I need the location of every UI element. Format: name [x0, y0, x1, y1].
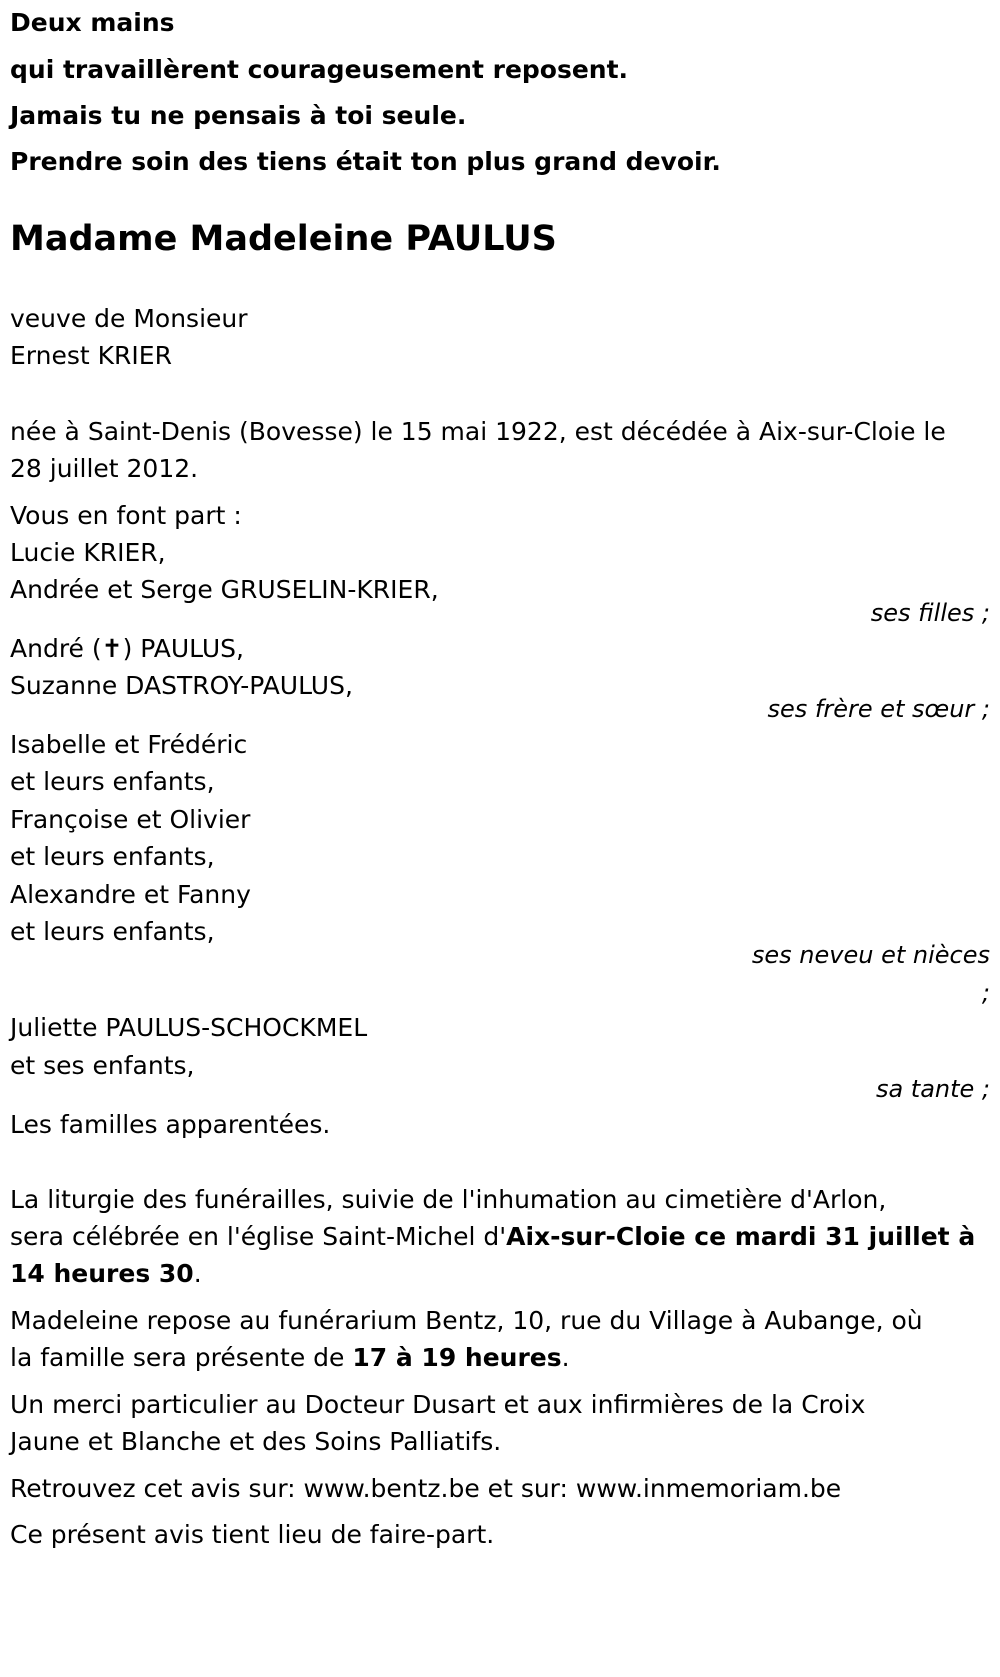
- thanks-line: Jaune et Blanche et des Soins Palliatifs.: [10, 1427, 502, 1456]
- spouse-line: Ernest KRIER: [10, 341, 172, 370]
- family-name: Françoise et Olivier: [10, 805, 251, 834]
- birth-death-line: 28 juillet 2012.: [10, 454, 199, 483]
- funeral-line: 14 heures 30.: [10, 1259, 202, 1288]
- family-relation: ses frère et sœur ;: [767, 695, 990, 723]
- funeral-line: sera célébrée en l'église Saint-Michel d'Aix-sur-Cloie ce mardi 31 juillet à: [10, 1222, 976, 1251]
- websites-line: Retrouvez cet avis sur: www.bentz.be et sur: www.inmemoriam.be: [10, 1474, 842, 1503]
- family-name: et leurs enfants,: [10, 842, 215, 871]
- deceased-name: Madame Madeleine PAULUS: [10, 219, 557, 259]
- spouse-line: veuve de Monsieur: [10, 304, 248, 333]
- family-relation: sa tante ;: [875, 1075, 990, 1103]
- family-name: et ses enfants,: [10, 1051, 195, 1080]
- families-line: Les familles apparentées.: [10, 1110, 331, 1139]
- family-relation: ses filles ;: [870, 599, 990, 627]
- family-name: André (✝) PAULUS,: [10, 634, 244, 663]
- family-name: Lucie KRIER,: [10, 538, 166, 567]
- epitaph-line: Deux mains: [10, 8, 175, 37]
- family-relation: ses neveu et nièces: [751, 941, 990, 969]
- birth-death-line: née à Saint-Denis (Bovesse) le 15 mai 1922, est décédée à Aix-sur-Cloie le: [10, 417, 946, 446]
- family-name: Andrée et Serge GRUSELIN-KRIER,: [10, 575, 439, 604]
- thanks-line: Un merci particulier au Docteur Dusart et aux infirmières de la Croix: [10, 1390, 866, 1419]
- repose-line: la famille sera présente de 17 à 19 heures.: [10, 1343, 570, 1372]
- family-name: Juliette PAULUS-SCHOCKMEL: [10, 1013, 368, 1042]
- family-name: et leurs enfants,: [10, 767, 215, 796]
- epitaph-line: qui travaillèrent courageusement reposent.: [10, 55, 629, 84]
- repose-line: Madeleine repose au funérarium Bentz, 10, rue du Village à Aubange, où: [10, 1306, 923, 1335]
- family-name: Suzanne DASTROY-PAULUS,: [10, 671, 353, 700]
- epitaph-line: Prendre soin des tiens était ton plus grand devoir.: [10, 147, 721, 176]
- family-name: et leurs enfants,: [10, 917, 215, 946]
- family-name: Alexandre et Fanny: [10, 880, 251, 909]
- family-relation-cont: ;: [981, 979, 990, 1007]
- closing-line: Ce présent avis tient lieu de faire-part.: [10, 1520, 495, 1549]
- funeral-line: La liturgie des funérailles, suivie de l'inhumation au cimetière d'Arlon,: [10, 1185, 887, 1214]
- family-name: Isabelle et Frédéric: [10, 730, 248, 759]
- intro-line: Vous en font part :: [10, 501, 242, 530]
- epitaph-line: Jamais tu ne pensais à toi seule.: [10, 101, 467, 130]
